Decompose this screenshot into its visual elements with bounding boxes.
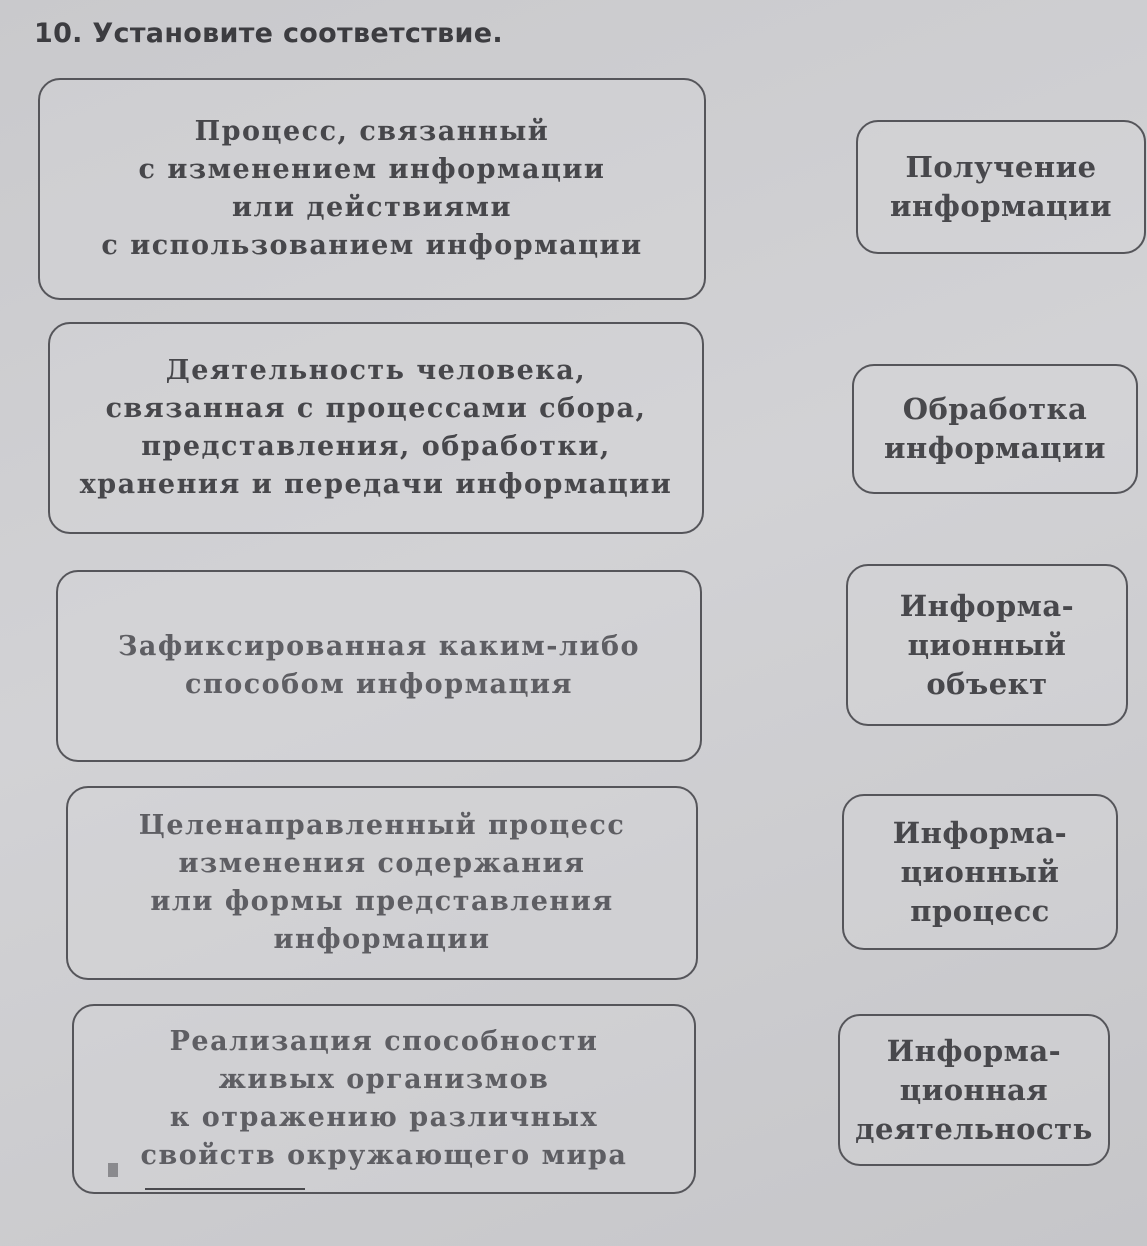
term-text: Информа- ционная деятельность bbox=[855, 1033, 1093, 1146]
definition-text: Реализация способности живых организмов к отражению различных свойств окружающего мира bbox=[140, 1026, 628, 1171]
term-text: Информа- ционный процесс bbox=[892, 815, 1068, 928]
term-text: Информа- ционный объект bbox=[899, 588, 1075, 701]
task-title: 10. Установите соответствие. bbox=[34, 18, 503, 49]
underline-divider bbox=[145, 1188, 305, 1190]
definition-text: Целенаправленный процесс изменения содержания или формы представления информации bbox=[138, 810, 626, 955]
definition-card-2[interactable] bbox=[48, 322, 704, 534]
term-text: Обработка информации bbox=[884, 392, 1106, 465]
definition-text: Зафиксированная каким-либо способом информация bbox=[117, 631, 641, 700]
definition-card-5[interactable] bbox=[72, 1004, 696, 1194]
definition-card-3[interactable] bbox=[56, 570, 702, 762]
term-card-5[interactable] bbox=[838, 1014, 1110, 1166]
cursor-marker-icon bbox=[108, 1163, 118, 1177]
definition-card-4[interactable] bbox=[66, 786, 698, 980]
definition-text: Процесс, связанный с изменением информации или действиями с использованием информации bbox=[101, 116, 643, 261]
term-card-3[interactable] bbox=[846, 564, 1128, 726]
term-card-2[interactable] bbox=[852, 364, 1138, 494]
term-card-1[interactable] bbox=[856, 120, 1146, 254]
definition-text: Деятельность человека, связанная с процессами сбора, представления, обработки, хранения и передачи информации bbox=[79, 355, 673, 500]
term-text: Получение информации bbox=[890, 150, 1112, 223]
term-card-4[interactable] bbox=[842, 794, 1118, 950]
definition-card-1[interactable] bbox=[38, 78, 706, 300]
